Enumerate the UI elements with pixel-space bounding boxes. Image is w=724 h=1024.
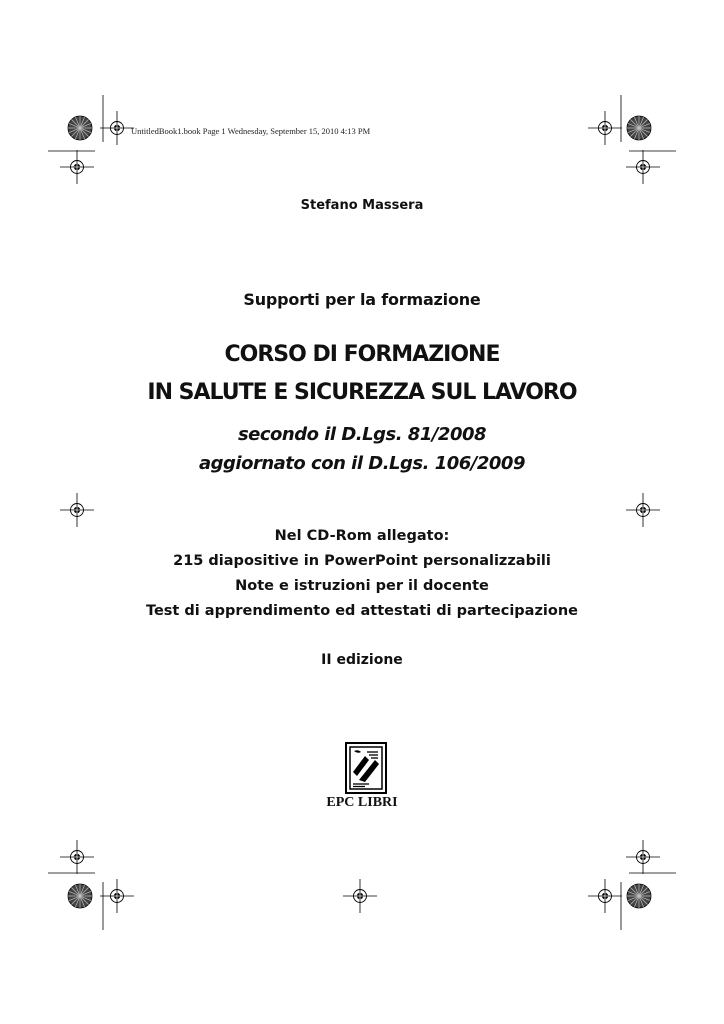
cdrom-item: 215 diapositive in PowerPoint personalizzabili (173, 553, 551, 569)
print-slug: UntitledBook1.book Page 1 Wednesday, September 15, 2010 4:13 PM (131, 126, 371, 136)
title-line-2: IN SALUTE E SICUREZZA SUL LAVORO (147, 380, 577, 405)
title-line-1: CORSO DI FORMAZIONE (224, 342, 500, 367)
star-target-mark (627, 884, 651, 908)
registration-mark (100, 879, 134, 913)
registration-mark (60, 150, 94, 184)
edition-label: II edizione (321, 652, 403, 668)
registration-mark (626, 493, 660, 527)
registration-mark (343, 879, 377, 913)
publisher-logo-icon (345, 742, 387, 794)
publisher-name: EPC LIBRI (326, 795, 398, 810)
registration-mark (626, 840, 660, 874)
series-name: Supporti per la formazione (243, 290, 481, 309)
subtitle-line-2: aggiornato con il D.Lgs. 106/2009 (199, 453, 525, 474)
star-target-mark (627, 116, 651, 140)
registration-mark (100, 111, 134, 145)
star-target-mark (68, 116, 92, 140)
registration-mark (588, 111, 622, 145)
registration-mark (60, 840, 94, 874)
registration-mark (626, 150, 660, 184)
cdrom-heading: Nel CD-Rom allegato: (274, 528, 450, 544)
author-name: Stefano Massera (300, 198, 424, 213)
registration-mark (60, 493, 94, 527)
registration-mark (588, 879, 622, 913)
star-target-mark (68, 884, 92, 908)
cdrom-item: Test di apprendimento ed attestati di partecipazione (146, 603, 578, 619)
cdrom-item: Note e istruzioni per il docente (235, 578, 489, 594)
subtitle-line-1: secondo il D.Lgs. 81/2008 (237, 424, 487, 445)
